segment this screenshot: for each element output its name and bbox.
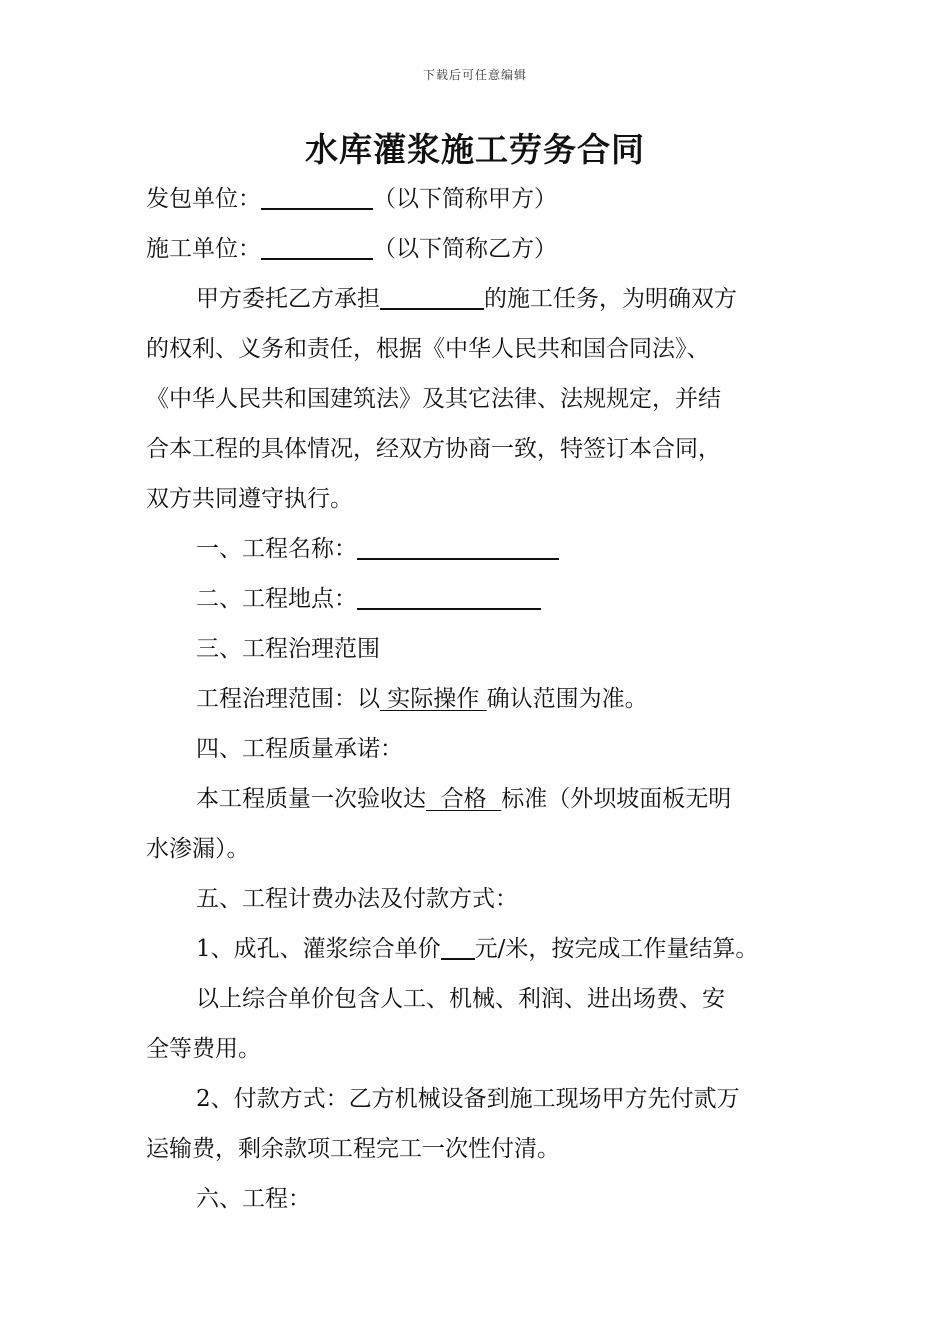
unit-price-pre: 1、成孔、灌浆综合单价 — [196, 936, 441, 962]
project-name-blank — [357, 528, 559, 560]
section-5-heading: 五、工程计费办法及付款方式： — [196, 886, 518, 912]
preamble-line-3: 《中华人民共和国建筑法》及其它法律、法规规定，并结 — [146, 386, 721, 412]
section-2-heading: 二、工程地点： — [196, 586, 357, 612]
scope-post: 确认范围为准。 — [486, 686, 648, 712]
scope-fill: 实际操作 — [380, 686, 487, 712]
payment-line-1: 2、付款方式：乙方机械设备到施工现场甲方先付贰万 — [196, 1086, 740, 1112]
header-note: 下载后可任意编辑 — [422, 68, 527, 82]
section-3-heading: 三、工程治理范围 — [196, 636, 380, 662]
unit-price-post: 元/米，按完成工作量结算。 — [474, 936, 759, 962]
preamble-pre: 甲方委托乙方承担 — [196, 286, 380, 312]
contract-title: 水库灌浆施工劳务合同 — [305, 130, 645, 169]
price-note-line-1: 以上综合单价包含人工、机械、利润、进出场费、安 — [196, 986, 725, 1012]
party-a-suffix: （以下简称甲方） — [373, 186, 557, 212]
quality-post: 标准（外坝坡面板无明 — [501, 786, 732, 812]
section-1-line — [146, 524, 808, 574]
party-a-label: 发包单位： — [146, 186, 261, 212]
party-b-suffix: （以下简称乙方） — [373, 236, 557, 262]
payment-line-2: 运输费，剩余款项工程完工一次性付清。 — [146, 1136, 560, 1162]
preamble-line-4: 合本工程的具体情况，经双方协商一致，特签订本合同， — [146, 436, 721, 462]
section-1-heading: 一、工程名称： — [196, 536, 357, 562]
task-blank — [380, 278, 484, 310]
project-location-blank — [357, 578, 541, 610]
quality-line-1 — [146, 774, 808, 824]
preamble-line-2: 的权利、义务和责任，根据《中华人民共和国合同法》、 — [146, 336, 710, 362]
preamble-line-5: 双方共同遵守执行。 — [146, 486, 353, 512]
party-a-line — [146, 174, 808, 224]
section-2-line — [146, 574, 808, 624]
scope-pre: 工程治理范围：以 — [196, 686, 380, 712]
contract-body — [146, 174, 808, 1224]
scope-line — [146, 674, 808, 724]
preamble-post: 的施工任务，为明确双方 — [484, 286, 737, 312]
unit-price-blank — [441, 928, 475, 960]
price-note-line-2: 全等费用。 — [146, 1036, 261, 1062]
party-b-label: 施工单位： — [146, 236, 261, 262]
preamble-line-1 — [146, 274, 808, 324]
quality-fill: 合格 — [426, 786, 502, 812]
quality-line-2: 水渗漏）。 — [146, 836, 250, 862]
section-4-heading: 四、工程质量承诺： — [196, 736, 403, 762]
party-b-line — [146, 224, 808, 274]
quality-pre: 本工程质量一次验收达 — [196, 786, 426, 812]
section-6-heading: 六、工程： — [196, 1186, 311, 1212]
unit-price-line — [146, 924, 808, 974]
party-a-blank — [261, 178, 373, 210]
party-b-blank — [261, 228, 373, 260]
